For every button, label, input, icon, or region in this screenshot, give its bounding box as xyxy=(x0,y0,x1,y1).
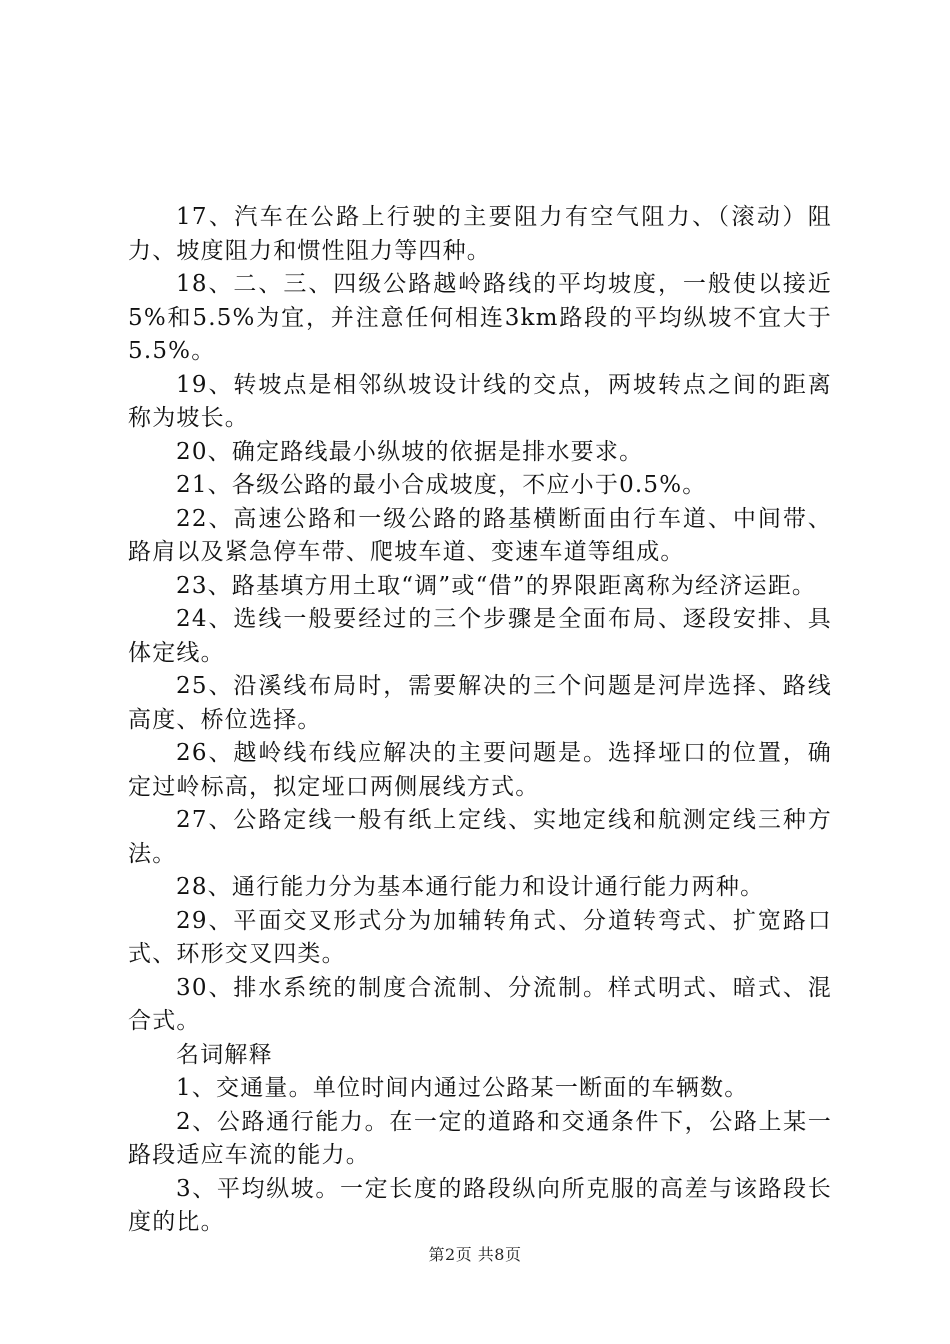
paragraph-29: 29、平面交叉形式分为加辅转角式、分道转弯式、扩宽路口式、环形交叉四类。 xyxy=(128,907,832,967)
paragraph-21: 21、各级公路的最小合成坡度，不应小于0.5%。 xyxy=(176,472,707,498)
paragraph-27: 27、公路定线一般有纸上定线、实地定线和航测定线三种方法。 xyxy=(128,807,832,867)
term-definition-3: 3、平均纵坡。一定长度的路段纵向所克服的高差与该路段长度的比。 xyxy=(128,1175,832,1235)
section-heading-terms: 名词解释 xyxy=(176,1041,273,1068)
page-footer: 第2页 共8页 xyxy=(428,1245,522,1264)
paragraph-18: 18、二、三、四级公路越岭路线的平均坡度，一般使以接近5%和5.5%为宜，并注意任何相连3km路段的平均纵坡不宜大于5.5%。 xyxy=(128,271,832,364)
paragraph-30: 30、排水系统的制度合流制、分流制。样式明式、暗式、混合式。 xyxy=(128,974,832,1034)
term-definition-2: 2、公路通行能力。在一定的道路和交通条件下，公路上某一路段适应车流的能力。 xyxy=(128,1108,832,1168)
paragraph-24: 24、选线一般要经过的三个步骤是全面布局、逐段安排、具体定线。 xyxy=(128,606,832,666)
document-body xyxy=(128,201,832,1240)
paragraph-25: 25、沿溪线布局时，需要解决的三个问题是河岸选择、路线高度、桥位选择。 xyxy=(128,673,832,733)
paragraph-28: 28、通行能力分为基本通行能力和设计通行能力两种。 xyxy=(176,874,765,900)
paragraph-17: 17、汽车在公路上行驶的主要阻力有空气阻力、（滚动）阻力、坡度阻力和惯性阻力等四种。 xyxy=(128,204,832,264)
paragraph-23: 23、路基填方用土取“调”或“借”的界限距离称为经济运距。 xyxy=(176,572,817,599)
paragraph-19: 19、转坡点是相邻纵坡设计线的交点，两坡转点之间的距离称为坡长。 xyxy=(128,371,832,431)
paragraph-20: 20、确定路线最小纵坡的依据是排水要求。 xyxy=(176,438,644,465)
paragraph-26: 26、越岭线布线应解决的主要问题是。选择垭口的位置，确定过岭标高，拟定垭口两侧展线方式。 xyxy=(128,740,832,800)
paragraph-22: 22、高速公路和一级公路的路基横断面由行车道、中间带、路肩以及紧急停车带、爬坡车道、变速车道等组成。 xyxy=(128,505,832,565)
term-definition-1: 1、交通量。单位时间内通过公路某一断面的车辆数。 xyxy=(176,1075,749,1101)
